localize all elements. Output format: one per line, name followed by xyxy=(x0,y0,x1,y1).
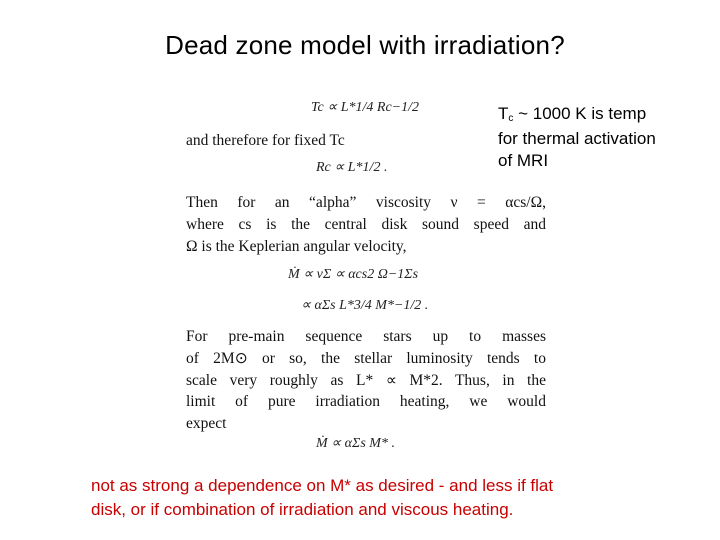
paragraph-line: Then for an “alpha” viscosity ν = αcs/Ω, xyxy=(186,194,546,211)
scanned-excerpt xyxy=(183,96,548,458)
paragraph-line: of 2M⊙ or so, the stellar luminosity tends to xyxy=(186,349,546,367)
bottom-note-line-2: disk, or if combination of irradiation and viscous heating. xyxy=(91,500,514,519)
equation-tc: Tc ∝ L*1/4 Rc−1/2 xyxy=(311,100,419,115)
alpha-viscosity-paragraph xyxy=(186,192,546,257)
slide-title: Dead zone model with irradiation? xyxy=(165,30,565,60)
paragraph-line: expect xyxy=(186,415,227,433)
therefore-line: and therefore for fixed Tc xyxy=(186,132,345,149)
side-note-line-1: $T_c$ ~ 1000 K is temp xyxy=(498,104,647,124)
equation-mdot-2: ∝ αΣs L*3/4 M*−1/2 . xyxy=(301,298,429,313)
side-note-line-2: for thermal activation xyxy=(498,129,656,148)
paragraph-line: For pre-main sequence stars up to masses xyxy=(186,328,546,345)
paragraph-line: Ω is the Keplerian angular velocity, xyxy=(186,237,407,255)
paragraph-line: limit of pure irradiation heating, we would xyxy=(186,393,546,411)
equation-rc: Rc ∝ L*1/2 . xyxy=(316,160,388,175)
paragraph-line: where cs is the central disk sound speed and xyxy=(186,215,546,233)
equation-mdot-1: Ṁ ∝ νΣ ∝ αcs2 Ω−1Σs xyxy=(288,267,419,282)
bottom-note xyxy=(91,474,651,522)
bottom-note-line-1: not as strong a dependence on M* as desired - and less if flat xyxy=(91,476,554,495)
equation-mdot-3: Ṁ ∝ αΣs M* . xyxy=(316,436,395,451)
pre-main-sequence-paragraph xyxy=(186,326,546,435)
side-note-line-3: of MRI xyxy=(498,151,549,170)
paragraph-line: scale very roughly as L* ∝ M*2. Thus, in the xyxy=(186,371,546,389)
